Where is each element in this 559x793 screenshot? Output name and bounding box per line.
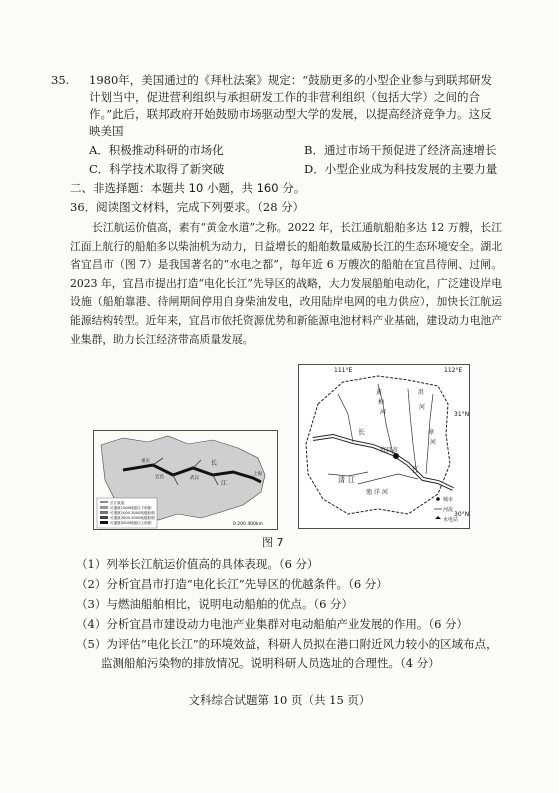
map-label-chang: 长 bbox=[358, 428, 365, 436]
map-label-huang: 黄 bbox=[376, 389, 383, 396]
question-36-material: 长江航运价值高，素有“黄金水道”之称。2022 年，长江通航船舶多达 12 万艘，长江江面上航行的船舶多以柴油机为动力，日益增长的船舶数量威胁长江的生态环境安全。湖北省宜昌市（图 7）是我国著名的“水电之都”，每年近 6 万艘次的船舶在宜昌待闸、过闸。2023 年，宜昌市提出打造“电化长江”先导区的战略，大力发展船舶电动化，广泛建设岸电设施（船舶靠港、待闸期间停用自身柴油发电，改用陆岸电网的电力供应），加快长江航运能源结构转型。近年来，宜昌市依托资源优势和新能源电池材料产业基础，建设动力电池产业集群，助力长江经济带高质量发展。 bbox=[70, 221, 502, 346]
small-map-label-shanghai: 上海 bbox=[253, 472, 262, 477]
small-legend-3: 可通航3000-5000吨级船舶 bbox=[110, 516, 155, 520]
lon-label-111: 111°E bbox=[334, 367, 353, 374]
map-label-ju: 沮 bbox=[418, 389, 425, 396]
option-c: C．科学技术取得了新突破 bbox=[89, 162, 225, 176]
lat-label-30: 30°N bbox=[454, 511, 470, 518]
subquestion-5: （5）为评估“电化长江”的环境效益，科研人员拟在港口附近风力较小的区域布点，监测船舶污染物的排放情况。说明科研人员选址的合理性。（4 分） bbox=[76, 637, 498, 670]
small-map-label-jiang: 江 bbox=[221, 480, 228, 487]
subquestion-4: （4）分析宜昌市建设动力电池产业集群对电动船舶产业发展的作用。（6 分） bbox=[76, 617, 469, 631]
question-35-options bbox=[70, 142, 498, 178]
map-label-qing-jiang: 江 bbox=[348, 476, 355, 484]
small-map-label-chang: 长 bbox=[211, 460, 218, 467]
subquestion-1: （1）列举长江航运价值高的具体表现。（6 分） bbox=[76, 557, 319, 571]
small-map-label-chongqing: 重庆 bbox=[141, 459, 150, 464]
option-a: A．积极推动科研的市场化 bbox=[89, 143, 224, 157]
small-legend-4: 可通航5000吨级以上船舶 bbox=[110, 521, 152, 525]
small-map-scale: 0 200 400km bbox=[233, 522, 263, 527]
page-footer: 文科综合试题第 10 页（共 15 页） bbox=[188, 693, 371, 707]
subquestion-2: （2）分析宜昌市打造“电化长江”先导区的优越条件。（6 分） bbox=[76, 577, 388, 591]
option-d: D．小型企业成为科技发展的主要力量 bbox=[304, 162, 498, 176]
subquestion-3: （3）与燃油船舶相比，说明电动船舶的优点。（6 分） bbox=[76, 597, 354, 611]
map-label-zhang: 漳 bbox=[428, 429, 435, 436]
map-label-yu: 渔 bbox=[366, 489, 373, 496]
city-label-yichang: 宜昌市 bbox=[380, 447, 399, 454]
map-label-he-2: 河 bbox=[419, 404, 426, 411]
lon-label-112: 112°E bbox=[444, 367, 463, 374]
question-36-header: 36．阅读图文材料，完成下列要求。（28 分） bbox=[70, 200, 305, 214]
small-legend-2: 可通航1000-3000吨级船舶 bbox=[110, 511, 155, 515]
map-label-qing: 清 bbox=[338, 476, 345, 484]
map-label-yang: 洋 bbox=[374, 489, 381, 496]
figure-7-caption: 图 7 bbox=[262, 536, 284, 549]
legend-city: 城市 bbox=[443, 497, 454, 503]
small-legend-1: 可通航1000吨级以下船舶 bbox=[110, 506, 152, 510]
small-map-label-yichang: 宜昌 bbox=[155, 475, 164, 480]
question-35 bbox=[51, 72, 498, 178]
question-35-number: 35. bbox=[51, 73, 70, 87]
small-map-legend bbox=[97, 498, 157, 528]
yangtze-overview-map bbox=[93, 430, 278, 530]
map-label-jiang: 江 bbox=[412, 466, 419, 474]
map-label-bai: 柏 bbox=[378, 399, 385, 406]
legend-hydropower: 水电站 bbox=[443, 517, 459, 523]
small-legend-0: 长江航道 bbox=[110, 501, 125, 505]
yichang-detail-map bbox=[298, 364, 470, 529]
option-b: B．通过市场干预促进了经济高速增长 bbox=[304, 143, 497, 157]
map-label-he-1: 河 bbox=[380, 409, 387, 416]
question-35-stem: 35. 1980年，美国通过的《拜杜法案》规定：“鼓励更多的小型企业参与到联邦研发计划当中，促进营利组织与承担研发工作的非营利组织（包括大学）之间的合作。”此后，联邦政府开始鼓励市场驱动型大学的发展，以提高经济竞争力。这反映美国 bbox=[51, 73, 493, 138]
lat-label-31: 31°N bbox=[454, 411, 470, 418]
legend-river: 河流 bbox=[443, 507, 454, 513]
section-2-header: 二、非选择题：本题共 10 小题，共 160 分。 bbox=[70, 181, 306, 195]
small-map-label-wuhan: 武汉 bbox=[190, 476, 199, 481]
map-label-he-4: 河 bbox=[430, 439, 437, 446]
map-label-he-3: 河 bbox=[382, 489, 389, 496]
